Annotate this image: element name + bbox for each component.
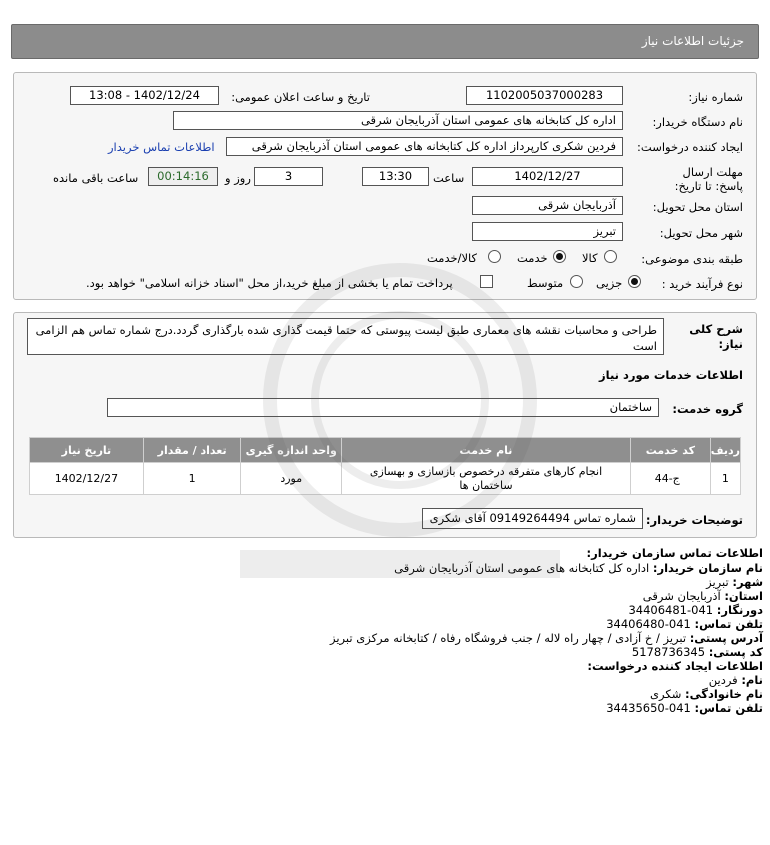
category-goods-service-radio[interactable]	[488, 250, 501, 263]
buyer-notes-label: توضیحات خریدار:	[645, 513, 743, 527]
process-type-label: نوع فرآیند خرید :	[661, 277, 743, 291]
contact-city-row	[706, 575, 763, 589]
deadline-time-label: ساعت	[433, 171, 465, 185]
service-group-field: ساختمان	[107, 398, 659, 417]
contact-org-label: نام سازمان خریدار:	[652, 561, 763, 575]
service-group-label: گروه خدمت:	[672, 402, 743, 416]
deadline-time-field: 13:30	[362, 167, 429, 186]
days-label: روز و	[225, 171, 251, 185]
contact-postal-value: 5178736345	[631, 645, 706, 659]
page-title-bar	[11, 24, 759, 59]
remaining-time-label: ساعت باقی مانده	[53, 171, 139, 185]
process-minor-label: جزیی	[596, 276, 623, 290]
creator-name-value: فردین	[708, 673, 738, 687]
announce-datetime-field: 1402/12/24 - 13:08	[70, 86, 219, 105]
contact-fax-row	[628, 603, 763, 617]
cell-service-name: انجام کارهای متفرقه درخصوص بازسازی و بهسازی ساختمان ها	[342, 463, 631, 495]
delivery-province-field: آذربایجان شرقی	[472, 196, 623, 215]
contact-heading: اطلاعات تماس سازمان خریدار:	[586, 546, 763, 560]
process-medium-label: متوسط	[527, 276, 564, 290]
creator-phone-label: تلفن تماس:	[694, 701, 763, 715]
delivery-city-field: تبریز	[472, 222, 623, 241]
contact-org-value: اداره کل کتابخانه های عمومی استان آذربایجان شرقی	[394, 561, 650, 575]
contact-postal-row	[632, 645, 763, 659]
treasury-payment-note: پرداخت تمام یا بخشی از مبلغ خرید،از محل "اسناد خزانه اسلامی" خواهد بود.	[86, 276, 453, 290]
cell-code: ج-44	[630, 463, 710, 495]
contact-phone-row	[606, 617, 763, 631]
delivery-province-label: استان محل تحویل:	[652, 200, 743, 214]
col-quantity-header: تعداد / مقدار	[143, 438, 241, 463]
requester-label: ایجاد کننده درخواست:	[637, 140, 743, 154]
col-service-name-header: نام خدمت	[342, 438, 631, 463]
process-medium-radio[interactable]	[570, 275, 583, 288]
col-code-header: کد خدمت	[630, 438, 710, 463]
buyer-notes-field: شماره تماس 09149264494 آقای شکری	[422, 508, 643, 529]
category-goods-label: کالا	[582, 251, 598, 265]
remaining-time-field: 00:14:16	[148, 167, 218, 186]
need-number-field: 1102005037000283	[466, 86, 623, 105]
contact-fax-value: 041-34406481	[628, 603, 714, 617]
contact-city-value: تبریز	[706, 575, 729, 589]
creator-name-label: نام:	[741, 673, 763, 687]
page-title: جزئیات اطلاعات نیاز	[641, 34, 744, 48]
cell-need-date: 1402/12/27	[30, 463, 144, 495]
buyer-org-label: نام دستگاه خریدار:	[652, 115, 743, 129]
requester-field: فردین شکری کارپرداز اداره کل کتابخانه های عمومی استان آذربایجان شرقی	[226, 137, 623, 156]
category-service-label: خدمت	[517, 251, 548, 265]
treasury-payment-checkbox[interactable]	[480, 275, 493, 288]
services-section-title: اطلاعات خدمات مورد نیاز	[599, 368, 743, 382]
contact-province-label: استان:	[724, 589, 763, 603]
buyer-org-field: اداره کل کتابخانه های عمومی استان آذربایجان شرقی	[173, 111, 623, 130]
contact-org-row	[394, 561, 763, 575]
category-service-radio[interactable]	[553, 250, 566, 263]
contact-postal-label: کد پستی:	[708, 645, 763, 659]
table-header-row	[30, 438, 741, 463]
deadline-date-field: 1402/12/27	[472, 167, 623, 186]
cell-quantity: 1	[143, 463, 241, 495]
need-number-label: شماره نیاز:	[688, 90, 743, 104]
creator-family-value: شکری	[650, 687, 682, 701]
contact-address-label: آدرس پستی:	[689, 631, 763, 645]
creator-phone-row	[606, 701, 763, 715]
announce-datetime-label: تاریخ و ساعت اعلان عمومی:	[231, 90, 370, 104]
col-need-date-header: تاریخ نیاز	[30, 438, 144, 463]
description-label: شرح کلی نیاز:	[689, 322, 743, 351]
creator-family-label: نام خانوادگی:	[685, 687, 763, 701]
contact-province-row	[643, 589, 763, 603]
contact-address-value: تبریز / خ آزادی / چهار راه لاله / جنب فروشگاه رفاه / کتابخانه مرکزی تبریز	[330, 631, 687, 645]
creator-phone-value: 041-34435650	[606, 701, 691, 715]
buyer-contact-link[interactable]: اطلاعات تماس خریدار	[108, 140, 215, 154]
category-label: طبقه بندی موضوعی:	[641, 252, 743, 266]
process-minor-radio[interactable]	[628, 275, 641, 288]
contact-address-row	[330, 631, 763, 645]
contact-phone-value: 041-34406480	[606, 617, 691, 631]
cell-row: 1	[710, 463, 740, 495]
contact-fax-label: دورنگار:	[716, 603, 763, 617]
deadline-days-field: 3	[254, 167, 323, 186]
category-goods-radio[interactable]	[604, 250, 617, 263]
table-row	[30, 463, 741, 495]
col-row-header: ردیف	[710, 438, 740, 463]
contact-province-value: آذربایجان شرقی	[642, 589, 721, 603]
services-table	[29, 437, 741, 495]
deadline-label: مهلت ارسال پاسخ: تا تاریخ:	[674, 165, 743, 193]
contact-phone-label: تلفن تماس:	[694, 617, 763, 631]
creator-heading: اطلاعات ایجاد کننده درخواست:	[587, 659, 763, 673]
delivery-city-label: شهر محل تحویل:	[659, 226, 743, 240]
cell-unit: مورد	[241, 463, 342, 495]
contact-city-label: شهر:	[732, 575, 763, 589]
col-unit-header: واحد اندازه گیری	[241, 438, 342, 463]
creator-family-row	[650, 687, 763, 701]
description-field: طراحی و محاسبات نقشه های معماری طبق لیست پیوستی که حتما قیمت گذاری شده بارگذاری گردد.درج شماره تماس هم الزامی است	[27, 318, 664, 355]
category-goods-service-label: کالا/خدمت	[427, 251, 478, 265]
creator-name-row	[709, 673, 763, 687]
